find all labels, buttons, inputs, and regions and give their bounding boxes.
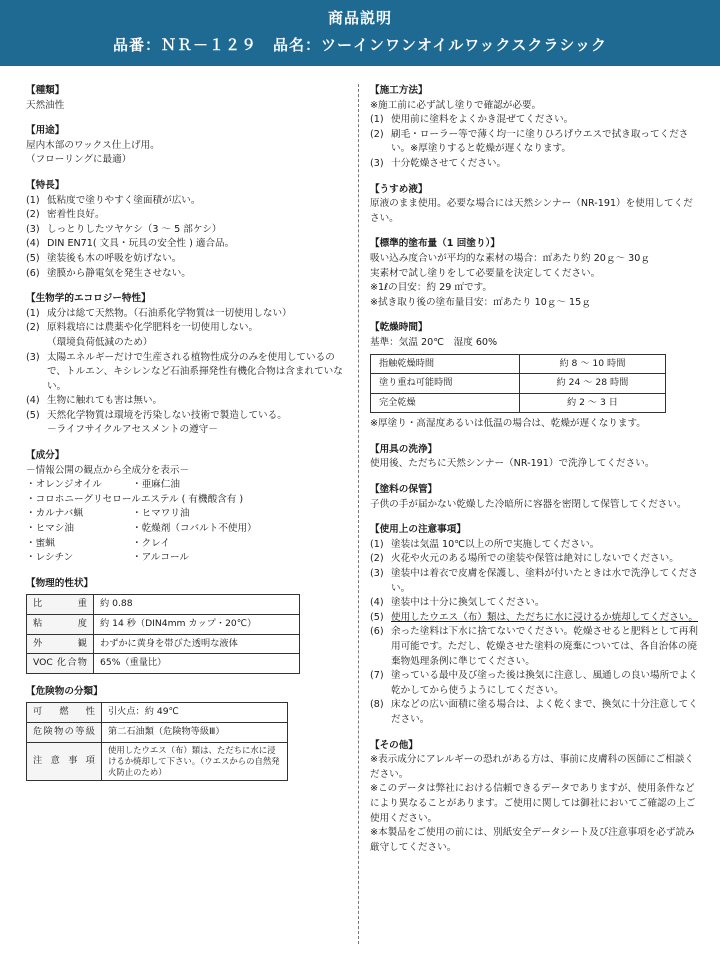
use-line: （フローリングに最適）	[26, 154, 132, 166]
section-physical	[26, 577, 344, 674]
ingredient: ・レシチン	[26, 552, 74, 564]
ingredient: ・オレンジオイル	[26, 479, 102, 491]
coverage-line: 吸い込み度合いが平均的な素材の場合：㎡あたり約 20ｇ～ 30ｇ	[370, 252, 650, 264]
table-row	[27, 634, 300, 654]
item-number: (1)	[26, 194, 40, 206]
ingredient: ・乾燥剤（コバルト不使用）	[132, 523, 257, 535]
section-heading: 【使用上の注意事項】	[370, 524, 466, 536]
list-item	[370, 596, 698, 611]
ingredient: ・亜麻仁油	[132, 479, 180, 491]
drying-basis: 基準：気温 20℃ 湿度 60%	[370, 336, 498, 348]
section-heading: 【物理的性状】	[26, 577, 94, 589]
table-value: 引火点：約 49℃	[102, 703, 288, 723]
ingredient: ・アルコール	[132, 552, 189, 564]
item-number: (1)	[26, 307, 40, 319]
item-number: (4)	[26, 395, 40, 407]
item-number: (6)	[370, 626, 384, 638]
section-heading: 【生物学的エコロジー特性】	[26, 293, 151, 305]
table-row	[371, 354, 666, 374]
section-heading: 【施工方法】	[370, 85, 428, 96]
item-text: 使用前に塗料をよくかき混ぜてください。	[391, 114, 574, 126]
item-continuation: －ライフサイクルアセスメントの遵守－	[47, 424, 218, 436]
list-item	[370, 669, 698, 698]
list-item	[26, 321, 344, 336]
ingredients-row	[26, 522, 344, 537]
section-precautions	[370, 523, 698, 727]
section-eco	[26, 292, 344, 438]
ingredients-row	[26, 551, 344, 566]
table-value: わずかに黄身を帯びた透明な液体	[94, 634, 300, 654]
section-heading: 【特長】	[26, 179, 65, 191]
item-number: (5)	[370, 611, 384, 623]
table-label: 可 燃 性	[27, 703, 102, 723]
item-number: (4)	[370, 597, 384, 609]
item-number: (3)	[370, 157, 384, 169]
section-type	[26, 84, 344, 113]
table-row	[27, 722, 288, 742]
item-number: (7)	[370, 670, 384, 682]
section-heading: 【標準的塗布量（1 回塗り）】	[370, 238, 500, 250]
header-banner	[0, 0, 720, 66]
other-note: ※表示成分にアレルギーの恐れがある方は、事前に皮膚科の医師にご相談ください。	[370, 754, 695, 780]
section-heading: 【乾燥時間】	[370, 322, 428, 334]
table-value: 約 8 ～ 10 時間	[519, 354, 665, 374]
list-item	[370, 113, 698, 128]
type-text: 天然油性	[26, 99, 65, 111]
table-row	[27, 703, 288, 723]
item-text: 塗装中は着衣で皮膚を保護し、塗料が付いたときは水で洗浄してください。	[391, 568, 698, 594]
item-number: (8)	[370, 699, 384, 711]
table-label: 危険物の等級	[27, 722, 102, 742]
coverage-line: ※拭き取り後の塗布量目安：㎡あたり 10ｇ～ 15ｇ	[370, 296, 591, 308]
column-divider	[358, 84, 359, 944]
section-coverage	[370, 237, 698, 310]
right-column	[370, 84, 698, 866]
item-text: 成分は総て天然物。（石油系化学物質は一切使用しない）	[47, 307, 292, 319]
physical-table	[26, 594, 300, 673]
item-number: (2)	[370, 553, 384, 565]
table-value: 65%（重量比）	[94, 654, 300, 674]
section-drying	[370, 321, 698, 432]
item-number: (6)	[26, 267, 40, 279]
table-row	[371, 393, 666, 413]
table-value: 第二石油類（危険物等級Ⅲ）	[102, 722, 288, 742]
left-column	[26, 84, 344, 792]
list-item	[370, 611, 698, 626]
item-number: (2)	[370, 128, 384, 140]
item-text: 生物に触れても害は無い。	[47, 395, 163, 407]
section-heading: 【種類】	[26, 85, 65, 96]
section-heading: 【成分】	[26, 450, 65, 462]
ingredient: ・カルナバ蝋	[26, 508, 83, 520]
list-item	[26, 223, 344, 238]
item-number: (2)	[26, 209, 40, 221]
coverage-line: ※1ℓの目安：約 29 ㎡です。	[370, 282, 492, 294]
list-item	[26, 208, 344, 223]
list-item	[370, 128, 698, 157]
item-text: 天然化学物質は環境を汚染しない技術で製造している。	[47, 409, 287, 421]
method-note: ※施工前に必ず試し塗りで確認が必要。	[370, 99, 542, 111]
list-item	[26, 194, 344, 209]
section-hazard	[26, 685, 344, 781]
ingredient: ・クレイ	[132, 537, 170, 549]
drying-note: ※厚塗り・高湿度あるいは低温の場合は、乾燥が遅くなります。	[370, 418, 646, 430]
ingredient: ・蜜蝋	[26, 537, 55, 549]
drying-table	[370, 354, 666, 414]
ingredient: ・ヒマシ油	[26, 523, 74, 535]
item-number: (3)	[26, 223, 40, 235]
list-item	[26, 394, 344, 409]
table-value: 使用したウエス（布）類は、ただちに水に浸けるか焼却して下さい。（ウエスからの自然発火防止のため）	[102, 742, 288, 780]
table-row	[27, 742, 288, 780]
list-item	[370, 698, 698, 727]
section-storage	[370, 483, 698, 512]
list-item	[26, 252, 344, 267]
list-item	[26, 409, 344, 424]
section-heading: 【危険物の分類】	[26, 685, 103, 697]
item-text: 塗っている最中及び塗った後は換気に注意し、風通しの良い場所でよく乾かしてから使うようにしてください。	[391, 670, 698, 696]
item-number: (1)	[370, 114, 384, 126]
item-text: 使用したウエス（布）類は、ただちに水に浸けるか焼却してください。	[391, 611, 698, 623]
item-text: しっとりしたツヤケシ（3 ～ 5 部ケシ）	[47, 223, 222, 235]
table-row	[27, 654, 300, 674]
item-text: 塗装は気温 10℃以上の所で実施してください。	[391, 538, 600, 550]
item-text: DIN EN71( 文具・玩具の安全性 ) 適合品。	[47, 238, 235, 250]
table-label: 外 観	[27, 634, 94, 654]
table-label: 比 重	[27, 595, 94, 615]
table-label: 粘 度	[27, 615, 94, 635]
other-note: ※このデータは弊社における信頼できるデータでありますが、使用条件などにより異なることがあります。ご使用に関しては御社においてご確認の上ご使用ください。	[370, 783, 696, 824]
item-number: (5)	[26, 252, 40, 264]
section-heading: 【その他】	[370, 739, 418, 751]
table-row	[371, 374, 666, 394]
ingredients-intro: －情報公開の観点から全成分を表示－	[26, 464, 190, 476]
section-cleaning	[370, 443, 698, 472]
list-item	[26, 267, 344, 282]
item-text: 床などの広い面積に塗る場合は、よく乾くまで、換気に十分注意してください。	[391, 699, 698, 725]
item-text: 十分乾燥させてください。	[391, 157, 507, 169]
ingredients-row	[26, 537, 344, 552]
item-text: 低粘度で塗りやすく塗面積が広い。	[47, 194, 201, 206]
item-continuation: （環境負荷低減のため）	[47, 336, 153, 348]
table-value: 約 2 ～ 3 日	[519, 393, 665, 413]
table-label: 塗り重ね可能時間	[371, 374, 520, 394]
table-value: 約 24 ～ 28 時間	[519, 374, 665, 394]
ingredient: ・コロホニーグリセロールエステル ( 有機酸含有 )	[26, 493, 244, 505]
item-number: (4)	[26, 238, 40, 250]
item-text: 塗装中は十分に換気してください。	[391, 597, 545, 609]
other-note: ※本製品をご使用の前には、別紙安全データシート及び注意事項を必ず読み厳守してください。	[370, 827, 695, 853]
cleaning-text: 使用後、ただちに天然シンナー（NR-191）で洗浄してください。	[370, 458, 655, 470]
ingredients-row	[26, 507, 344, 522]
use-line: 屋内木部のワックス仕上げ用。	[26, 139, 160, 151]
section-features	[26, 179, 344, 281]
item-text: 原料栽培には農薬や化学肥料を一切使用しない。	[47, 322, 259, 334]
item-text: 太陽エネルギーだけで生産される植物性成分のみを使用しているので、トルエン、キシレンなど石油系揮発性有機化合物は含まれていない。	[47, 351, 343, 392]
table-value: 約 14 秒（DIN4mm カップ・20℃）	[94, 615, 300, 635]
section-ingredients	[26, 449, 344, 566]
ingredients-row	[26, 478, 344, 493]
section-heading: 【用途】	[26, 125, 65, 137]
item-text: 余った塗料は下水に捨てないでください。乾燥させると肥料として再利用可能です。ただし、乾燥させた塗料の廃棄については、各自治体の廃棄物処理条例に準じてください。	[391, 626, 698, 667]
coverage-line: 実素材で試し塗りをして必要量を決定してください。	[370, 267, 601, 279]
table-label: 完全乾燥	[371, 393, 520, 413]
item-text: 密着性良好。	[47, 209, 105, 221]
list-item	[370, 567, 698, 596]
section-thinner	[370, 183, 698, 227]
table-value: 約 0.88	[94, 595, 300, 615]
item-text: 刷毛・ローラー等で薄く均一に塗りひろげウエスで拭き取ってください。※厚塗りすると乾燥が遅くなります。	[391, 128, 689, 155]
hazard-table	[26, 702, 288, 780]
table-label: 注 意 事 項	[27, 742, 102, 780]
list-item	[370, 625, 698, 669]
section-heading: 【うすめ液】	[370, 183, 428, 195]
section-method	[370, 84, 698, 172]
list-item	[26, 237, 344, 252]
page-subtitle: 品番：ＮＲ－１２９ 品名：ツーインワンオイルワックスクラシック	[112, 36, 608, 54]
section-use	[26, 124, 344, 168]
item-number: (1)	[370, 538, 384, 550]
list-item	[26, 351, 344, 395]
item-number: (2)	[26, 322, 40, 334]
table-label: VOC 化合物	[27, 654, 94, 674]
thinner-text: 原液のまま使用。必要な場合には天然シンナー（NR-191）を使用してください。	[370, 198, 693, 224]
item-number: (5)	[26, 409, 40, 421]
item-number: (3)	[370, 568, 384, 580]
list-item	[370, 552, 698, 567]
storage-text: 子供の手が届かない乾燥した冷暗所に容器を密閉して保管してください。	[370, 498, 687, 510]
table-label: 指触乾燥時間	[371, 354, 520, 374]
table-row	[27, 615, 300, 635]
section-other	[370, 739, 698, 856]
list-item	[370, 157, 698, 172]
list-item	[26, 307, 344, 322]
item-number: (3)	[26, 351, 40, 363]
table-row	[27, 595, 300, 615]
page-title: 商品説明	[327, 9, 392, 27]
ingredient: ・ヒマワリ油	[132, 508, 190, 520]
list-item	[370, 538, 698, 553]
section-heading: 【用具の洗浄】	[370, 443, 438, 455]
item-text: 塗膜から静電気を発生させない。	[47, 267, 191, 279]
item-text: 塗装後も木の呼吸を妨げない。	[47, 252, 182, 264]
section-heading: 【塗料の保管】	[370, 484, 438, 496]
item-text: 火花や火元のある場所での塗装や保管は絶対にしないでください。	[391, 553, 679, 565]
